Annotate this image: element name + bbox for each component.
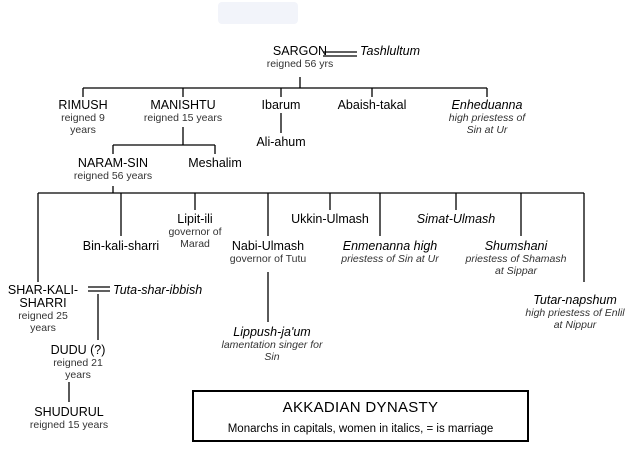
tutar-napshum-name: Tutar-napshum <box>533 293 617 307</box>
node-tuta-shar-ibbish <box>113 284 223 297</box>
node-ali-ahum <box>249 136 313 149</box>
node-lippush-jaum <box>212 326 332 363</box>
node-bin-kali-sharri <box>76 240 166 253</box>
lippush-jaum-name: Lippush-ja'um <box>233 325 311 339</box>
node-naram-sin <box>63 157 163 182</box>
ibarum-name: Ibarum <box>261 98 301 112</box>
lipit-ili-title-line2: Marad <box>180 238 210 250</box>
enmenanna-title: priestess of Sin at Ur <box>341 253 439 265</box>
shudurul-name: SHUDURUL <box>34 405 104 419</box>
node-ibarum <box>251 99 311 112</box>
node-meshalim <box>183 157 247 170</box>
shumshani-title-line1: priestess of Shamash <box>465 253 567 265</box>
dudu-reign-line2: years <box>65 369 91 381</box>
shar-kali-sharri-name-line1: SHAR-KALI- <box>7 283 79 297</box>
sargon-reign: reigned 56 yrs <box>266 58 334 70</box>
dudu-name: DUDU (?) <box>50 343 106 357</box>
node-shar-kali-sharri <box>0 284 86 334</box>
node-rimush <box>48 99 118 136</box>
node-enmenanna <box>330 240 450 265</box>
nabi-ulmash-title: governor of Tutu <box>229 253 307 265</box>
tutar-napshum-title-line2: at Nippur <box>553 319 597 331</box>
node-ukkin-ulmash <box>285 213 375 226</box>
abaish-takal-name: Abaish-takal <box>337 98 407 112</box>
meshalim-name: Meshalim <box>188 156 242 170</box>
node-tutar-napshum <box>510 294 640 331</box>
node-simat-ulmash <box>406 213 506 226</box>
legend-caption: Monarchs in capitals, women in italics, = is marriage <box>227 423 494 435</box>
rimush-name: RIMUSH <box>58 98 108 112</box>
shar-kali-sharri-reign-line1: reigned 25 <box>18 310 68 322</box>
node-sargon <box>250 45 350 70</box>
node-tashlultum <box>360 45 436 58</box>
enheduanna-title-line1: high priestess of <box>448 112 526 124</box>
nabi-ulmash-name: Nabi-Ulmash <box>231 239 305 253</box>
node-shudurul <box>19 406 119 431</box>
rimush-reign-line2: years <box>70 124 96 136</box>
rimush-reign-line1: reigned 9 <box>61 112 105 124</box>
ukkin-ulmash-name: Ukkin-Ulmash <box>291 212 369 226</box>
manishtu-reign: reigned 15 years <box>143 112 223 124</box>
node-shumshani <box>456 240 576 277</box>
shumshani-title-line2: at Sippar <box>494 265 538 277</box>
tutar-napshum-title-line1: high priestess of Enlil <box>525 307 625 319</box>
lippush-jaum-title-line2: Sin <box>264 351 280 363</box>
shar-kali-sharri-reign-line2: years <box>30 322 56 334</box>
lipit-ili-name: Lipit-ili <box>177 212 213 226</box>
legend-box <box>192 390 529 442</box>
node-enheduanna <box>432 99 542 136</box>
bin-kali-sharri-name: Bin-kali-sharri <box>82 239 160 253</box>
enheduanna-name: Enheduanna <box>451 98 523 112</box>
enmenanna-name: Enmenanna high <box>342 239 438 253</box>
ali-ahum-name: Ali-ahum <box>256 135 306 149</box>
manishtu-name: MANISHTU <box>150 98 216 112</box>
node-dudu <box>40 344 116 381</box>
sargon-name: SARGON <box>272 44 328 58</box>
naram-sin-name: NARAM-SIN <box>77 156 149 170</box>
shar-kali-sharri-name-line2: SHARRI <box>19 296 67 310</box>
lipit-ili-title-line1: governor of <box>168 226 222 238</box>
enheduanna-title-line2: Sin at Ur <box>466 124 508 136</box>
shumshani-name: Shumshani <box>484 239 548 253</box>
naram-sin-reign: reigned 56 years <box>73 170 153 182</box>
node-abaish-takal <box>327 99 417 112</box>
tashlultum-name: Tashlultum <box>360 44 420 58</box>
legend-title: AKKADIAN DYNASTY <box>282 399 439 416</box>
dudu-reign-line1: reigned 21 <box>53 357 103 369</box>
node-nabi-ulmash <box>218 240 318 265</box>
tuta-shar-ibbish-name: Tuta-shar-ibbish <box>113 283 203 297</box>
lippush-jaum-title-line1: lamentation singer for <box>221 339 323 351</box>
simat-ulmash-name: Simat-Ulmash <box>416 212 496 226</box>
shudurul-reign: reigned 15 years <box>29 419 109 431</box>
node-manishtu <box>138 99 228 124</box>
